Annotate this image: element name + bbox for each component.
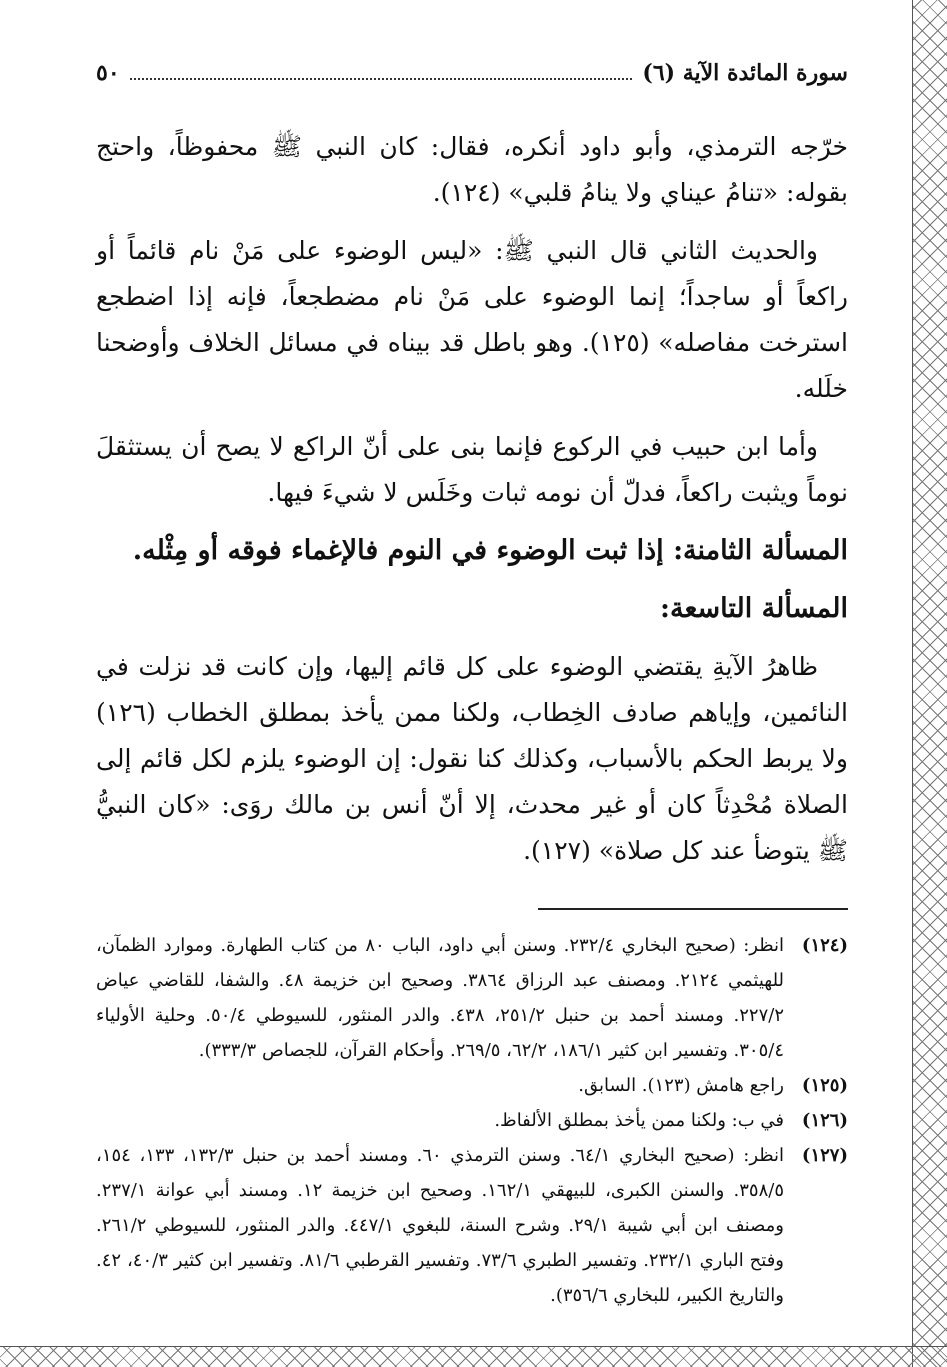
footnote-text: في ب: ولكنا ممن يأخذ بمطلق الألفاظ. [494, 1110, 784, 1131]
footnote-number: (١٢٦) [801, 1110, 848, 1131]
footnote-separator [538, 908, 848, 910]
running-header [96, 60, 848, 86]
paragraph-3: وأما ابن حبيب في الركوع فإنما بنى على أنّ الراكع لا يصح أن يستثقلَ نوماً ويثبت راكعاً، فدلّ أن نومه ثبات وخَلَس لا شيءَ فيها. [96, 432, 848, 507]
paragraph-2: والحديث الثاني قال النبي ﷺ: «ليس الوضوء على مَنْ نام قائماً أو راكعاً أو ساجداً؛ إنما الوضوء على مَنْ نام مضطجعاً، فإنه إذا اضطجع استرخت مفاصله» (١٢٥). وهو باطل قد بيناه في مسائل الخلاف وأوضحنا خلَله. [96, 236, 848, 403]
section-heading-9: المسألة التاسعة: [660, 593, 848, 624]
decorative-border-bottom [0, 1346, 947, 1367]
page-number: ٥٠ [96, 60, 120, 86]
footnote [96, 1068, 848, 1103]
section-heading-8: المسألة الثامنة: إذا ثبت الوضوء في النوم فالإغماء فوقه أو مِثْله. [132, 535, 848, 566]
footnote-number: (١٢٤) [801, 935, 848, 956]
footnote-number: (١٢٥) [801, 1075, 848, 1096]
footnote-text: راجع هامش (١٢٣). السابق. [578, 1075, 784, 1096]
book-page [96, 60, 848, 1313]
footnote-text: انظر: (صحيح البخاري ٦٤/١. وسنن الترمذي ٦٠. ومسند أحمد بن حنبل ١٣٢/٣، ١٣٣، ١٥٤، ٣٥٨/٥. والسنن الكبرى، للبيهقي ١٦٢/١. وصحيح ابن خزيمة ١٢. ومسند أبي عوانة ٢٣٧/١. ومصنف ابن أبي شيبة ٢٩/١. وشرح السنة، للبغوي ٤٤٧/١. والدر المنثور، للسيوطي ٢٦١/٢. وفتح الباري ٢٣٢/١. وتفسير الطبري ٧٣/٦. وتفسير القرطبي ٨١/٦. وتفسير ابن كثير ٤٠/٣، ٤٢. والتاريخ الكبير، للبخاري ٣٥٦/٦). [96, 1145, 785, 1306]
header-dot-leader [130, 78, 633, 80]
footnotes [96, 928, 848, 1313]
running-title: سورة المائدة الآية (٦) [642, 60, 848, 86]
paragraph-1: خرّجه الترمذي، وأبو داود أنكره، فقال: كان النبي ﷺ محفوظاً، واحتج بقوله: «تنامُ عيناي ولا ينامُ قلبي» (١٢٤). [96, 132, 848, 207]
paragraph-4: ظاهرُ الآيةِ يقتضي الوضوء على كل قائم إليها، وإن كانت قد نزلت في النائمين، وإياهم صادف الخِطاب، ولكنا ممن يأخذ بمطلق الخطاب (١٢٦) ولا يربط الحكم بالأسباب، وكذلك كنا نقول: إن الوضوء يلزم لكل قائم إلى الصلاة مُحْدِثاً كان أو غير محدث، إلا أنّ أنس بن مالك روَى: «كان النبيُّ ﷺ يتوضأ عند كل صلاة» (١٢٧). [96, 652, 848, 865]
footnote [96, 928, 848, 1068]
footnote-text: انظر: (صحيح البخاري ٢٣٢/٤. وسنن أبي داود، الباب ٨٠ من كتاب الطهارة. وموارد الظمآن، للهيثمي ٢١٢٤. ومصنف عبد الرزاق ٣٨٦٤. وصحيح ابن خزيمة ٤٨. والشفا، للقاضي عياض ٢٢٧/٢. ومسند أحمد بن حنبل ٢٥١/٢، ٤٣٨. والدر المنثور، للسيوطي ٥٠/٤. وحلية الأولياء ٣٠٥/٤. وتفسير ابن كثير ١٨٦/١، ٦٢/٢، ٢٦٩/٥. وأحكام القرآن، للجصاص ٣٣٣/٣). [96, 935, 785, 1061]
decorative-border-right [912, 0, 947, 1367]
footnote [96, 1103, 848, 1138]
footnote-number: (١٢٧) [801, 1145, 848, 1166]
footnote [96, 1138, 848, 1313]
